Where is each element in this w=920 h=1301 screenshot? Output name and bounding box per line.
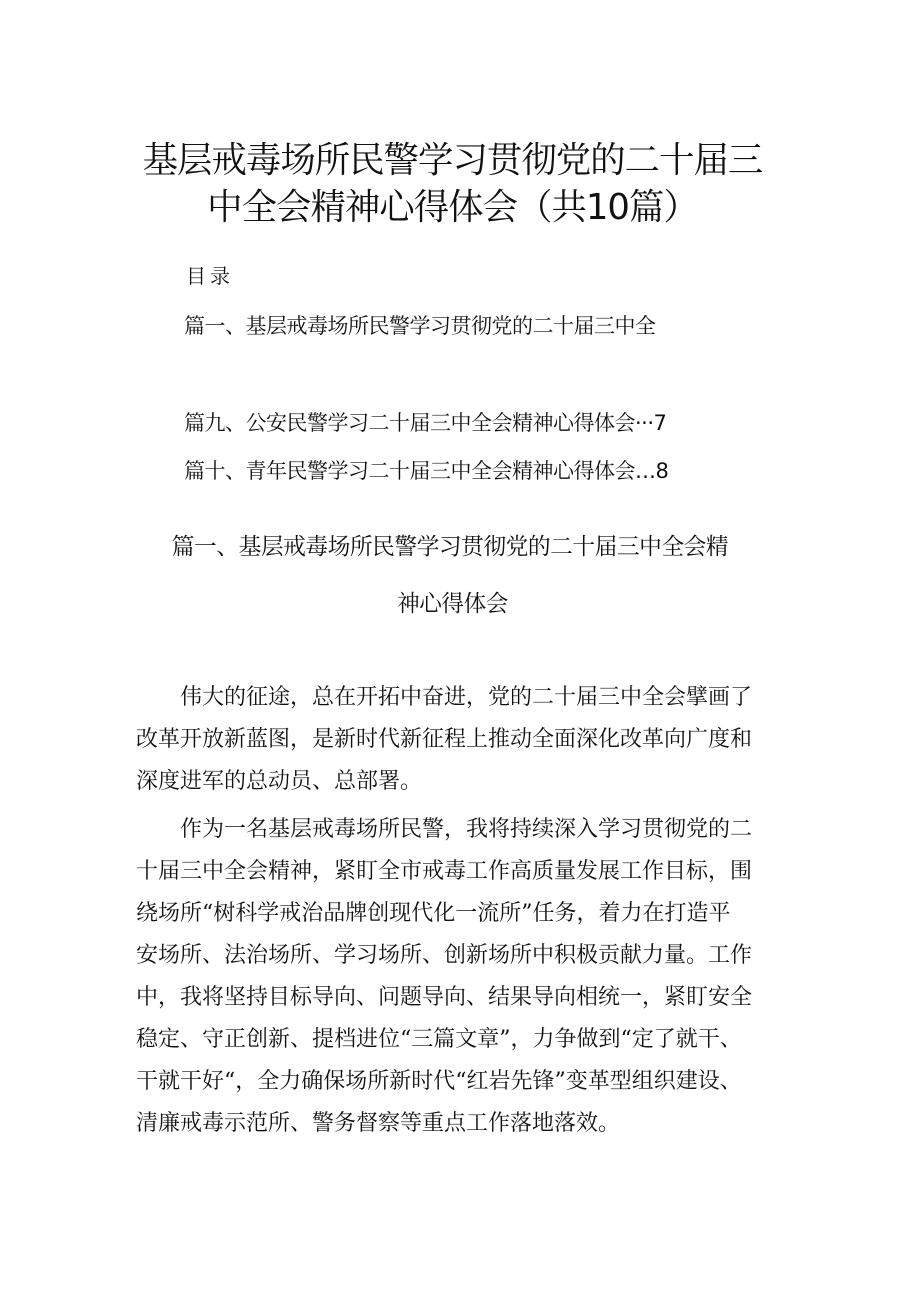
paragraph2-line5: 中，我将坚持目标导向、问题导向、结果导向相统一，紧盯安全 [136,985,753,1010]
paragraph2-line4: 安场所、法治场所、学习场所、创新场所中积极贡献力量。工作 [136,943,753,968]
toc-item-1[interactable]: 篇一、基层戒毒场所民警学习贯彻党的二十届三中全 [184,314,656,338]
paragraph2-line2: 十届三中全会精神，紧盯全市戒毒工作高质量发展工作目标，围 [136,859,753,884]
doc-title-line2: 中全会精神心得体会（共10篇） [207,187,698,228]
toc-item-10[interactable]: 篇十、青年民警学习二十届三中全会精神心得体会…8 [184,459,669,483]
paragraph1-line1: 伟大的征途，总在开拓中奋进，党的二十届三中全会擘画了 [180,685,753,710]
paragraph2-line3: 绕场所“树科学戒治品牌创现代化一流所”任务，着力在打造平 [136,901,731,926]
paragraph2-line1: 作为一名基层戒毒场所民警，我将持续深入学习贯彻党的二 [180,817,753,842]
section-title-line2: 神心得体会 [397,591,508,617]
paragraph2-line7: 干就干好“，全力确保场所新时代“红岩先锋”变革型组织建设、 [136,1069,742,1094]
paragraph2-line8: 清廉戒毒示范所、警务督察等重点工作落地落效。 [136,1111,621,1136]
paragraph1-line2: 改革开放新蓝图，是新时代新征程上推动全面深化改革向广度和 [136,727,753,752]
doc-title-line1: 基层戒毒场所民警学习贯彻党的二十届三 [142,140,763,181]
paragraph1-line3: 深度进军的总动员、总部署。 [136,769,423,794]
toc-heading: 目录 [186,264,234,288]
section-title-line1: 篇一、基层戒毒场所民警学习贯彻党的二十届三中全会精 [171,534,729,560]
toc-item-9[interactable]: 篇九、公安民警学习二十届三中全会精神心得体会···7 [184,411,667,435]
paragraph2-line6: 稳定、守正创新、提档进位“三篇文章”，力争做到“定了就干、 [136,1027,742,1052]
